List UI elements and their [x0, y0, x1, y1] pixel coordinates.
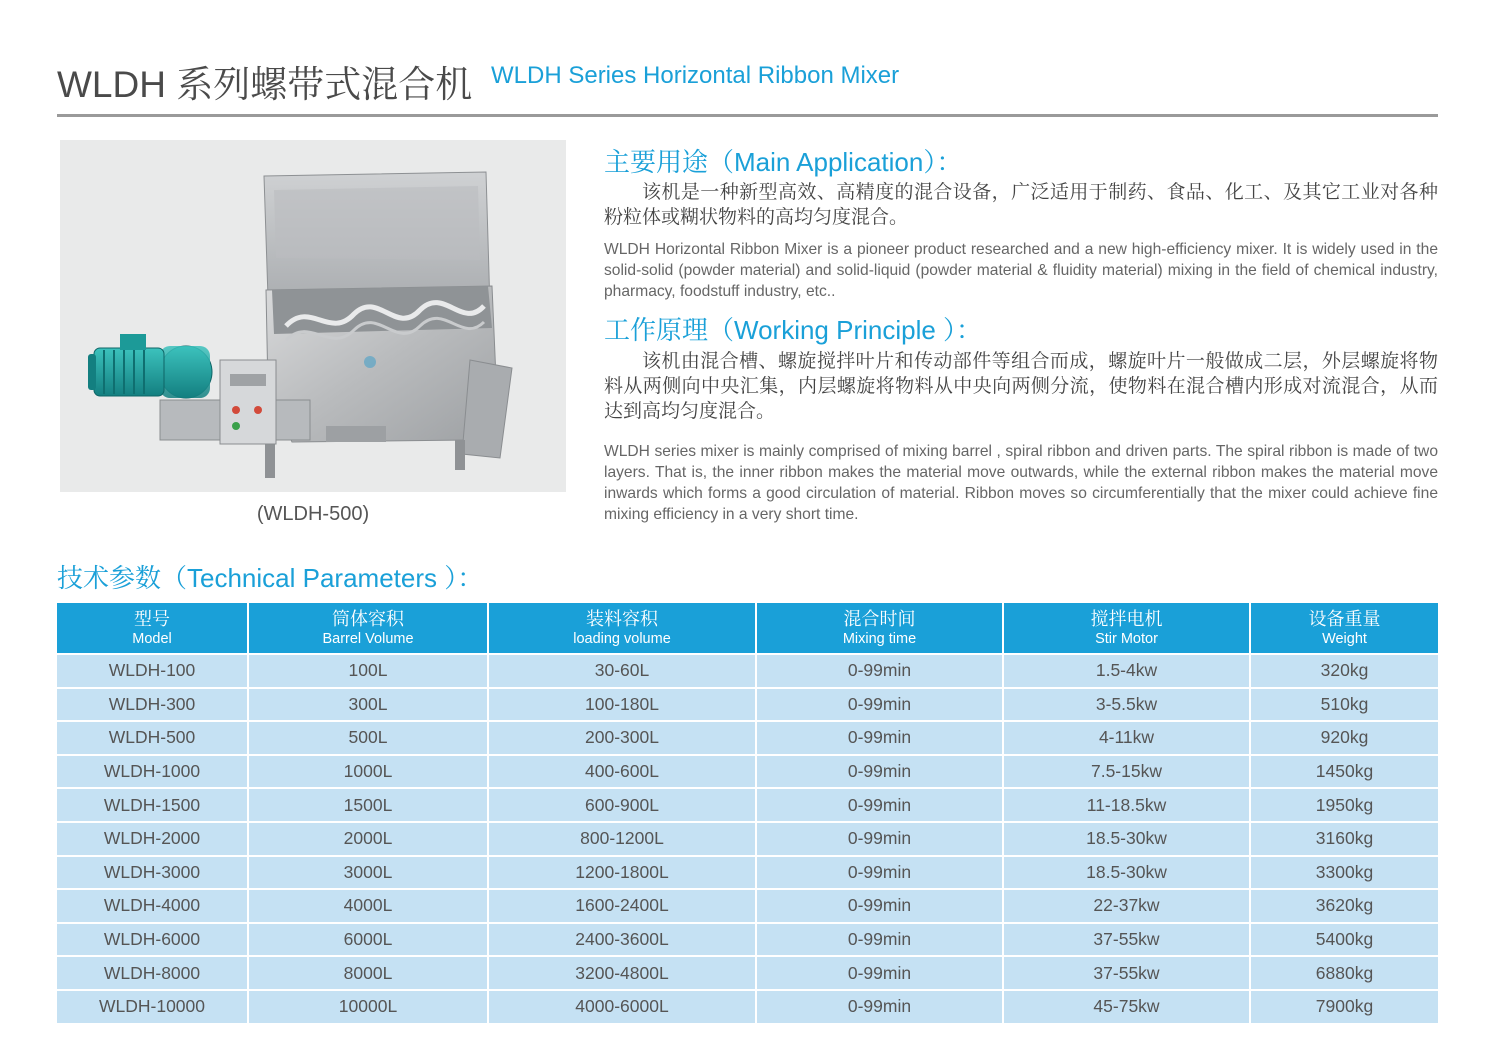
working-principle-text-cn: 该机由混合槽、螺旋搅拌叶片和传动部件等组合而成，螺旋叶片一般做成二层，外层螺旋将物料从两侧向中央汇集，内层螺旋将物料从中央向两侧分流，使物料在混合槽内形成对流混合，从而达到高均匀度混合。 [604, 351, 1438, 422]
table-cell: 3-5.5kw [1003, 688, 1250, 722]
table-row [57, 889, 1438, 923]
table-cell: WLDH-6000 [57, 923, 248, 957]
table-cell: 11-18.5kw [1003, 788, 1250, 822]
table-cell: WLDH-1000 [57, 755, 248, 789]
table-cell: 0-99min [756, 990, 1003, 1023]
table-cell: 7.5-15kw [1003, 755, 1250, 789]
main-application-heading: 主要用途（Main Application）： [604, 147, 963, 177]
column-header: 搅拌电机 Stir Motor [1003, 603, 1250, 654]
table-cell: 0-99min [756, 755, 1003, 789]
table-cell: 920kg [1250, 721, 1438, 755]
table-cell: WLDH-2000 [57, 822, 248, 856]
table-cell: 1500L [248, 788, 488, 822]
table-cell: 45-75kw [1003, 990, 1250, 1023]
table-cell: 1950kg [1250, 788, 1438, 822]
table-cell: 400-600L [488, 755, 756, 789]
table-cell: 500L [248, 721, 488, 755]
column-header: 筒体容积 Barrel Volume [248, 603, 488, 654]
technical-parameters-heading: 技术参数（Technical Parameters ）： [57, 563, 484, 593]
table-row [57, 856, 1438, 890]
table-cell: 0-99min [756, 956, 1003, 990]
table-cell: 4-11kw [1003, 721, 1250, 755]
table-cell: 1450kg [1250, 755, 1438, 789]
table-cell: 1600-2400L [488, 889, 756, 923]
table-cell: 200-300L [488, 721, 756, 755]
table-cell: 1000L [248, 755, 488, 789]
table-cell: 0-99min [756, 923, 1003, 957]
page-title-en: WLDH Series Horizontal Ribbon Mixer [491, 62, 900, 89]
table-cell: 10000L [248, 990, 488, 1023]
table-row [57, 721, 1438, 755]
table-row [57, 688, 1438, 722]
main-application-text-cn: 该机是一种新型高效、高精度的混合设备，广泛适用于制药、食品、化工、及其它工业对各种粉粒体或糊状物料的高均匀度混合。 [604, 182, 1438, 228]
column-header: 型号 Model [57, 603, 248, 654]
table-cell: 600-900L [488, 788, 756, 822]
table-cell: 2000L [248, 822, 488, 856]
table-row [57, 990, 1438, 1023]
ribbon-mixer-illustration [60, 140, 566, 492]
table-cell: 7900kg [1250, 990, 1438, 1023]
table-cell: 1200-1800L [488, 856, 756, 890]
table-cell: 18.5-30kw [1003, 822, 1250, 856]
table-cell: 4000L [248, 889, 488, 923]
table-row [57, 755, 1438, 789]
column-header: 设备重量 Weight [1250, 603, 1438, 654]
table-cell: 0-99min [756, 822, 1003, 856]
table-cell: 0-99min [756, 654, 1003, 688]
table-cell: 320kg [1250, 654, 1438, 688]
table-cell: 1.5-4kw [1003, 654, 1250, 688]
table-cell: 0-99min [756, 688, 1003, 722]
table-cell: WLDH-100 [57, 654, 248, 688]
table-cell: 3300kg [1250, 856, 1438, 890]
table-cell: 510kg [1250, 688, 1438, 722]
table-row [57, 956, 1438, 990]
table-cell: 800-1200L [488, 822, 756, 856]
table-row [57, 923, 1438, 957]
table-cell: 3000L [248, 856, 488, 890]
table-cell: WLDH-4000 [57, 889, 248, 923]
main-application-text-en: WLDH Horizontal Ribbon Mixer is a pioneer product researched and a new high-efficiency mixer. It is widely used in the solid-solid (powder material) and solid-liquid (powder material & fluidity material) mixing in the field of chemical industry, pharmacy, foodstuff industry, etc.. [604, 241, 1438, 300]
table-cell: 0-99min [756, 856, 1003, 890]
product-photo [60, 140, 566, 492]
page-header [57, 50, 1438, 117]
table-cell: 0-99min [756, 788, 1003, 822]
table-row [57, 788, 1438, 822]
table-row [57, 654, 1438, 688]
table-cell: 3160kg [1250, 822, 1438, 856]
table-cell: 18.5-30kw [1003, 856, 1250, 890]
table-cell: 100L [248, 654, 488, 688]
table-cell: 37-55kw [1003, 923, 1250, 957]
table-cell: 37-55kw [1003, 956, 1250, 990]
technical-parameters-table [57, 603, 1438, 1023]
table-cell: 2400-3600L [488, 923, 756, 957]
table-cell: 5400kg [1250, 923, 1438, 957]
table-cell: 0-99min [756, 721, 1003, 755]
working-principle-heading: 工作原理（Working Principle ）： [604, 315, 983, 345]
table-cell: 6000L [248, 923, 488, 957]
table-cell: 30-60L [488, 654, 756, 688]
table-cell: 0-99min [756, 889, 1003, 923]
table-cell: WLDH-10000 [57, 990, 248, 1023]
column-header: 混合时间 Mixing time [756, 603, 1003, 654]
table-cell: 22-37kw [1003, 889, 1250, 923]
table-cell: WLDH-8000 [57, 956, 248, 990]
table-header-row [57, 603, 1438, 654]
table-cell: 300L [248, 688, 488, 722]
table-cell: 6880kg [1250, 956, 1438, 990]
table-cell: 100-180L [488, 688, 756, 722]
product-caption: (WLDH-500) [256, 503, 370, 525]
column-header: 装料容积 loading volume [488, 603, 756, 654]
table-cell: 3620kg [1250, 889, 1438, 923]
table-cell: 4000-6000L [488, 990, 756, 1023]
table-cell: 3200-4800L [488, 956, 756, 990]
table-cell: WLDH-3000 [57, 856, 248, 890]
page-title-cn: WLDH 系列螺带式混合机 [57, 64, 473, 105]
working-principle-text-en: WLDH series mixer is mainly comprised of mixing barrel , spiral ribbon and driven parts. The spiral ribbon is made of two layers. That is, the inner ribbon makes the material move outwards, while the external ribbon makes the material move inwards which forms a good circulation of material. Ribbon moves so circumferentially that the mixer could achieve fine mixing efficiency in a very short time. [604, 443, 1438, 523]
table-cell: 8000L [248, 956, 488, 990]
table-cell: WLDH-1500 [57, 788, 248, 822]
table-cell: WLDH-500 [57, 721, 248, 755]
table-cell: WLDH-300 [57, 688, 248, 722]
table-row [57, 822, 1438, 856]
